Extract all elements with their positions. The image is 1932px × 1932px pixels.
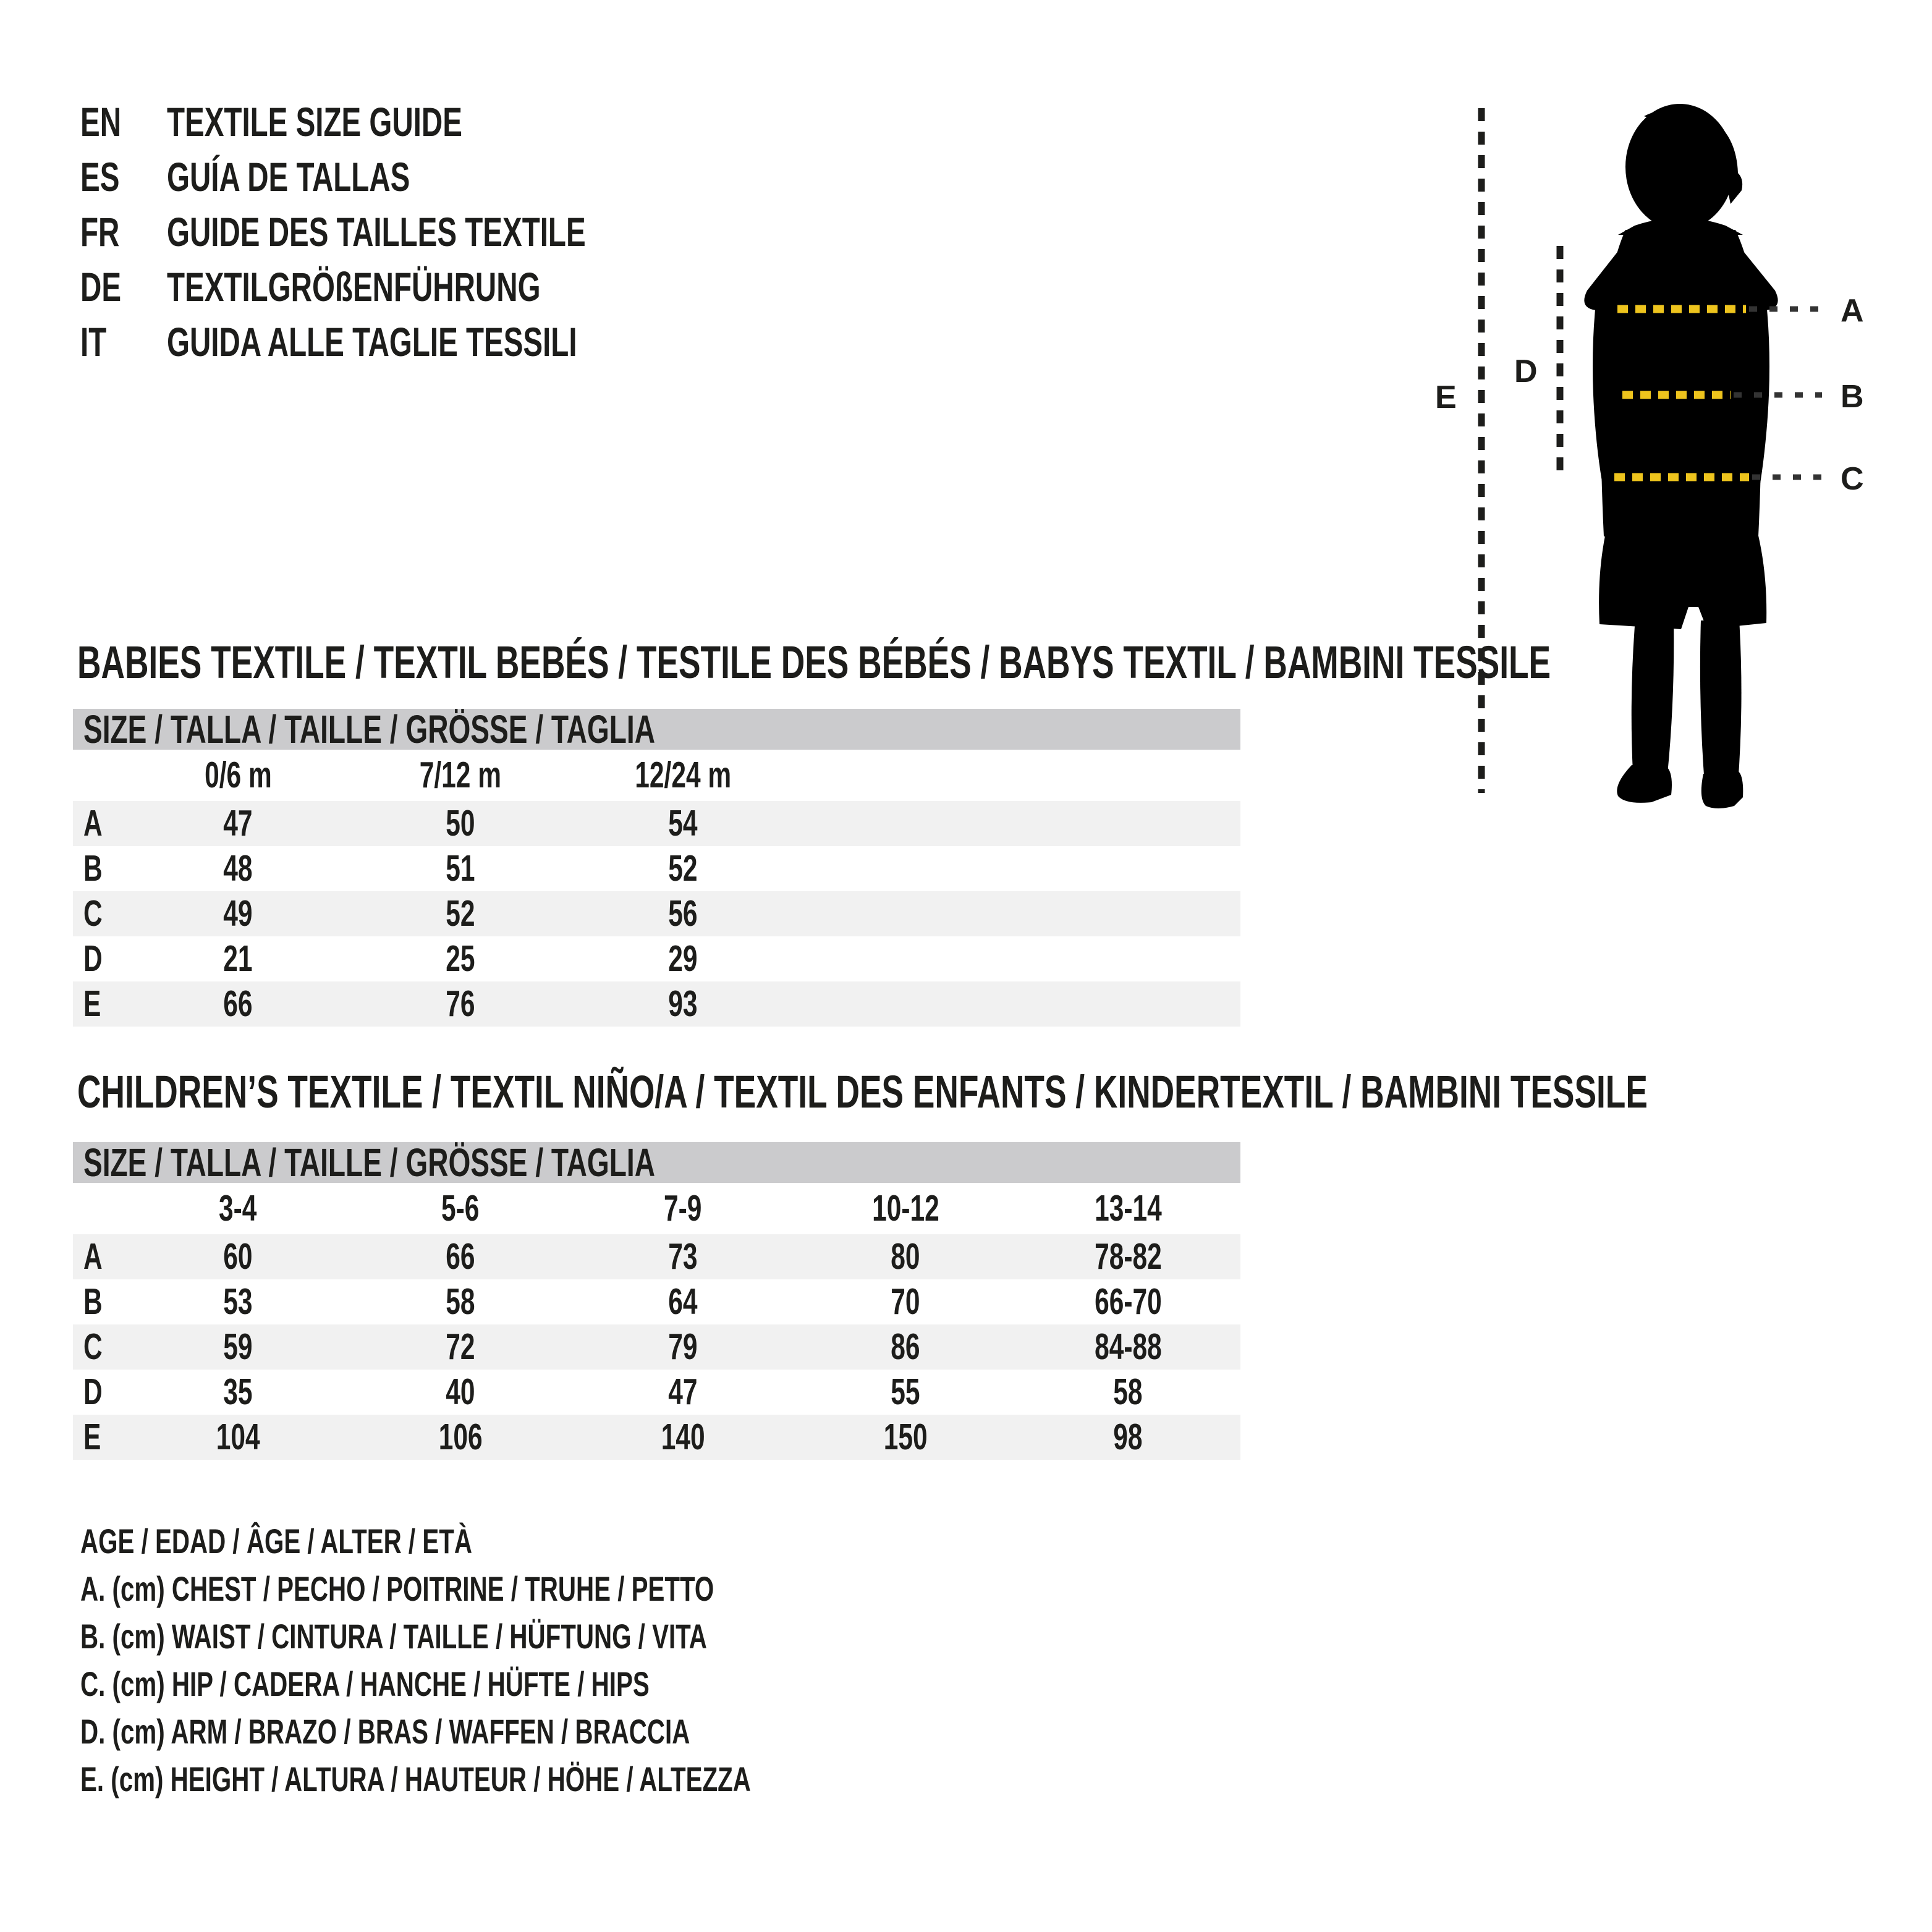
table-cell: 21	[223, 938, 253, 979]
table-cell: 104	[216, 1417, 260, 1457]
table-cell: 56	[668, 893, 698, 934]
row-label: C	[83, 893, 103, 934]
babies-col-header: 7/12 m	[419, 755, 502, 795]
table-cell: 78-82	[1094, 1236, 1162, 1277]
table-row	[73, 1234, 1240, 1279]
language-code: FR	[80, 209, 120, 255]
legend-line: AGE / EDAD / ÂGE / ALTER / ETÀ	[80, 1522, 472, 1561]
row-label: D	[83, 938, 103, 979]
table-cell: 48	[223, 848, 253, 889]
table-cell: 66	[223, 983, 253, 1024]
table-cell: 49	[223, 893, 253, 934]
language-title: TEXTILGRÖßENFÜHRUNG	[167, 264, 541, 310]
table-cell: 80	[891, 1236, 920, 1277]
children-col-header: 5-6	[441, 1188, 480, 1229]
table-cell: 47	[223, 803, 253, 844]
table-cell: 72	[446, 1326, 475, 1367]
legend-line: C. (cm) HIP / CADERA / HANCHE / HÜFTE / HIPS	[80, 1664, 650, 1703]
children-col-header: 3-4	[219, 1188, 257, 1229]
table-cell: 60	[223, 1236, 253, 1277]
table-cell: 98	[1113, 1417, 1143, 1457]
hip-label: C	[1841, 461, 1864, 497]
babies-column-header-row	[73, 750, 1240, 801]
table-cell: 47	[668, 1371, 698, 1412]
babies-size-table	[73, 709, 1240, 1027]
table-cell: 53	[223, 1281, 253, 1322]
language-code: IT	[80, 319, 107, 365]
table-cell: 58	[446, 1281, 475, 1322]
children-size-header-bar: SIZE / TALLA / TAILLE / GRÖSSE / TAGLIA	[73, 1142, 1240, 1183]
child-silhouette-diagram	[1421, 87, 1932, 834]
table-cell: 59	[223, 1326, 253, 1367]
legend-line: D. (cm) ARM / BRAZO / BRAS / WAFFEN / BRACCIA	[80, 1712, 690, 1751]
table-cell: 66	[446, 1236, 475, 1277]
table-cell: 106	[438, 1417, 483, 1457]
row-label: E	[83, 983, 101, 1024]
babies-section-title: BABIES TEXTILE / TEXTIL BEBÉS / TESTILE DES BÉBÉS / BABYS TEXTIL / BAMBINI TESSILE	[77, 637, 1551, 688]
table-cell: 64	[668, 1281, 698, 1322]
table-row	[73, 846, 1240, 891]
table-cell: 93	[668, 983, 698, 1024]
language-title: GUIDE DES TAILLES TEXTILE	[167, 209, 586, 255]
babies-size-header-bar: SIZE / TALLA / TAILLE / GRÖSSE / TAGLIA	[73, 709, 1240, 750]
row-label: E	[83, 1417, 101, 1457]
babies-col-header: 0/6 m	[204, 755, 272, 795]
table-cell: 55	[891, 1371, 920, 1412]
language-title: TEXTILE SIZE GUIDE	[167, 99, 462, 145]
children-column-header-row	[73, 1183, 1240, 1234]
child-silhouette	[1584, 104, 1777, 808]
row-label: B	[83, 848, 103, 889]
table-cell: 40	[446, 1371, 475, 1412]
table-cell: 79	[668, 1326, 698, 1367]
table-cell: 66-70	[1094, 1281, 1162, 1322]
language-code: EN	[80, 99, 122, 145]
table-cell: 52	[668, 848, 698, 889]
table-cell: 58	[1113, 1371, 1143, 1412]
language-code: ES	[80, 154, 120, 200]
table-row	[73, 1279, 1240, 1324]
row-label: A	[83, 1236, 103, 1277]
children-col-header: 13-14	[1094, 1188, 1162, 1229]
table-cell: 50	[446, 803, 475, 844]
measurement-figure	[1421, 87, 1932, 834]
language-code: DE	[80, 264, 122, 310]
row-label: B	[83, 1281, 103, 1322]
table-cell: 150	[883, 1417, 928, 1457]
table-cell: 76	[446, 983, 475, 1024]
table-row	[73, 1370, 1240, 1415]
table-row	[73, 1415, 1240, 1460]
children-section-title: CHILDREN’S TEXTILE / TEXTIL NIÑO/A / TEXTIL DES ENFANTS / KINDERTEXTIL / BAMBINI TESSILE	[77, 1066, 1648, 1117]
height-label: E	[1435, 379, 1457, 415]
chest-label: A	[1841, 293, 1864, 329]
babies-col-header: 12/24 m	[635, 755, 731, 795]
table-cell: 54	[668, 803, 698, 844]
legend-line: B. (cm) WAIST / CINTURA / TAILLE / HÜFTUNG / VITA	[80, 1617, 707, 1656]
table-cell: 35	[223, 1371, 253, 1412]
language-title: GUÍA DE TALLAS	[167, 154, 410, 200]
table-cell: 29	[668, 938, 698, 979]
children-col-header: 10-12	[871, 1188, 939, 1229]
table-row	[73, 1324, 1240, 1370]
row-label: A	[83, 803, 103, 844]
legend-line: E. (cm) HEIGHT / ALTURA / HAUTEUR / HÖHE / ALTEZZA	[80, 1760, 751, 1799]
legend-line: A. (cm) CHEST / PECHO / POITRINE / TRUHE / PETTO	[80, 1569, 714, 1608]
table-cell: 51	[446, 848, 475, 889]
table-row	[73, 936, 1240, 981]
table-cell: 25	[446, 938, 475, 979]
table-row	[73, 801, 1240, 846]
language-title: GUIDA ALLE TAGLIE TESSILI	[167, 319, 577, 365]
table-cell: 84-88	[1094, 1326, 1162, 1367]
table-cell: 73	[668, 1236, 698, 1277]
children-size-table	[73, 1142, 1240, 1460]
children-col-header: 7-9	[664, 1188, 702, 1229]
table-cell: 52	[446, 893, 475, 934]
arm-label: D	[1514, 354, 1538, 389]
table-row	[73, 891, 1240, 936]
table-cell: 86	[891, 1326, 920, 1367]
table-cell: 140	[661, 1417, 705, 1457]
row-label: C	[83, 1326, 103, 1367]
waist-label: B	[1841, 379, 1864, 415]
table-cell: 70	[891, 1281, 920, 1322]
table-row	[73, 981, 1240, 1027]
row-label: D	[83, 1371, 103, 1412]
